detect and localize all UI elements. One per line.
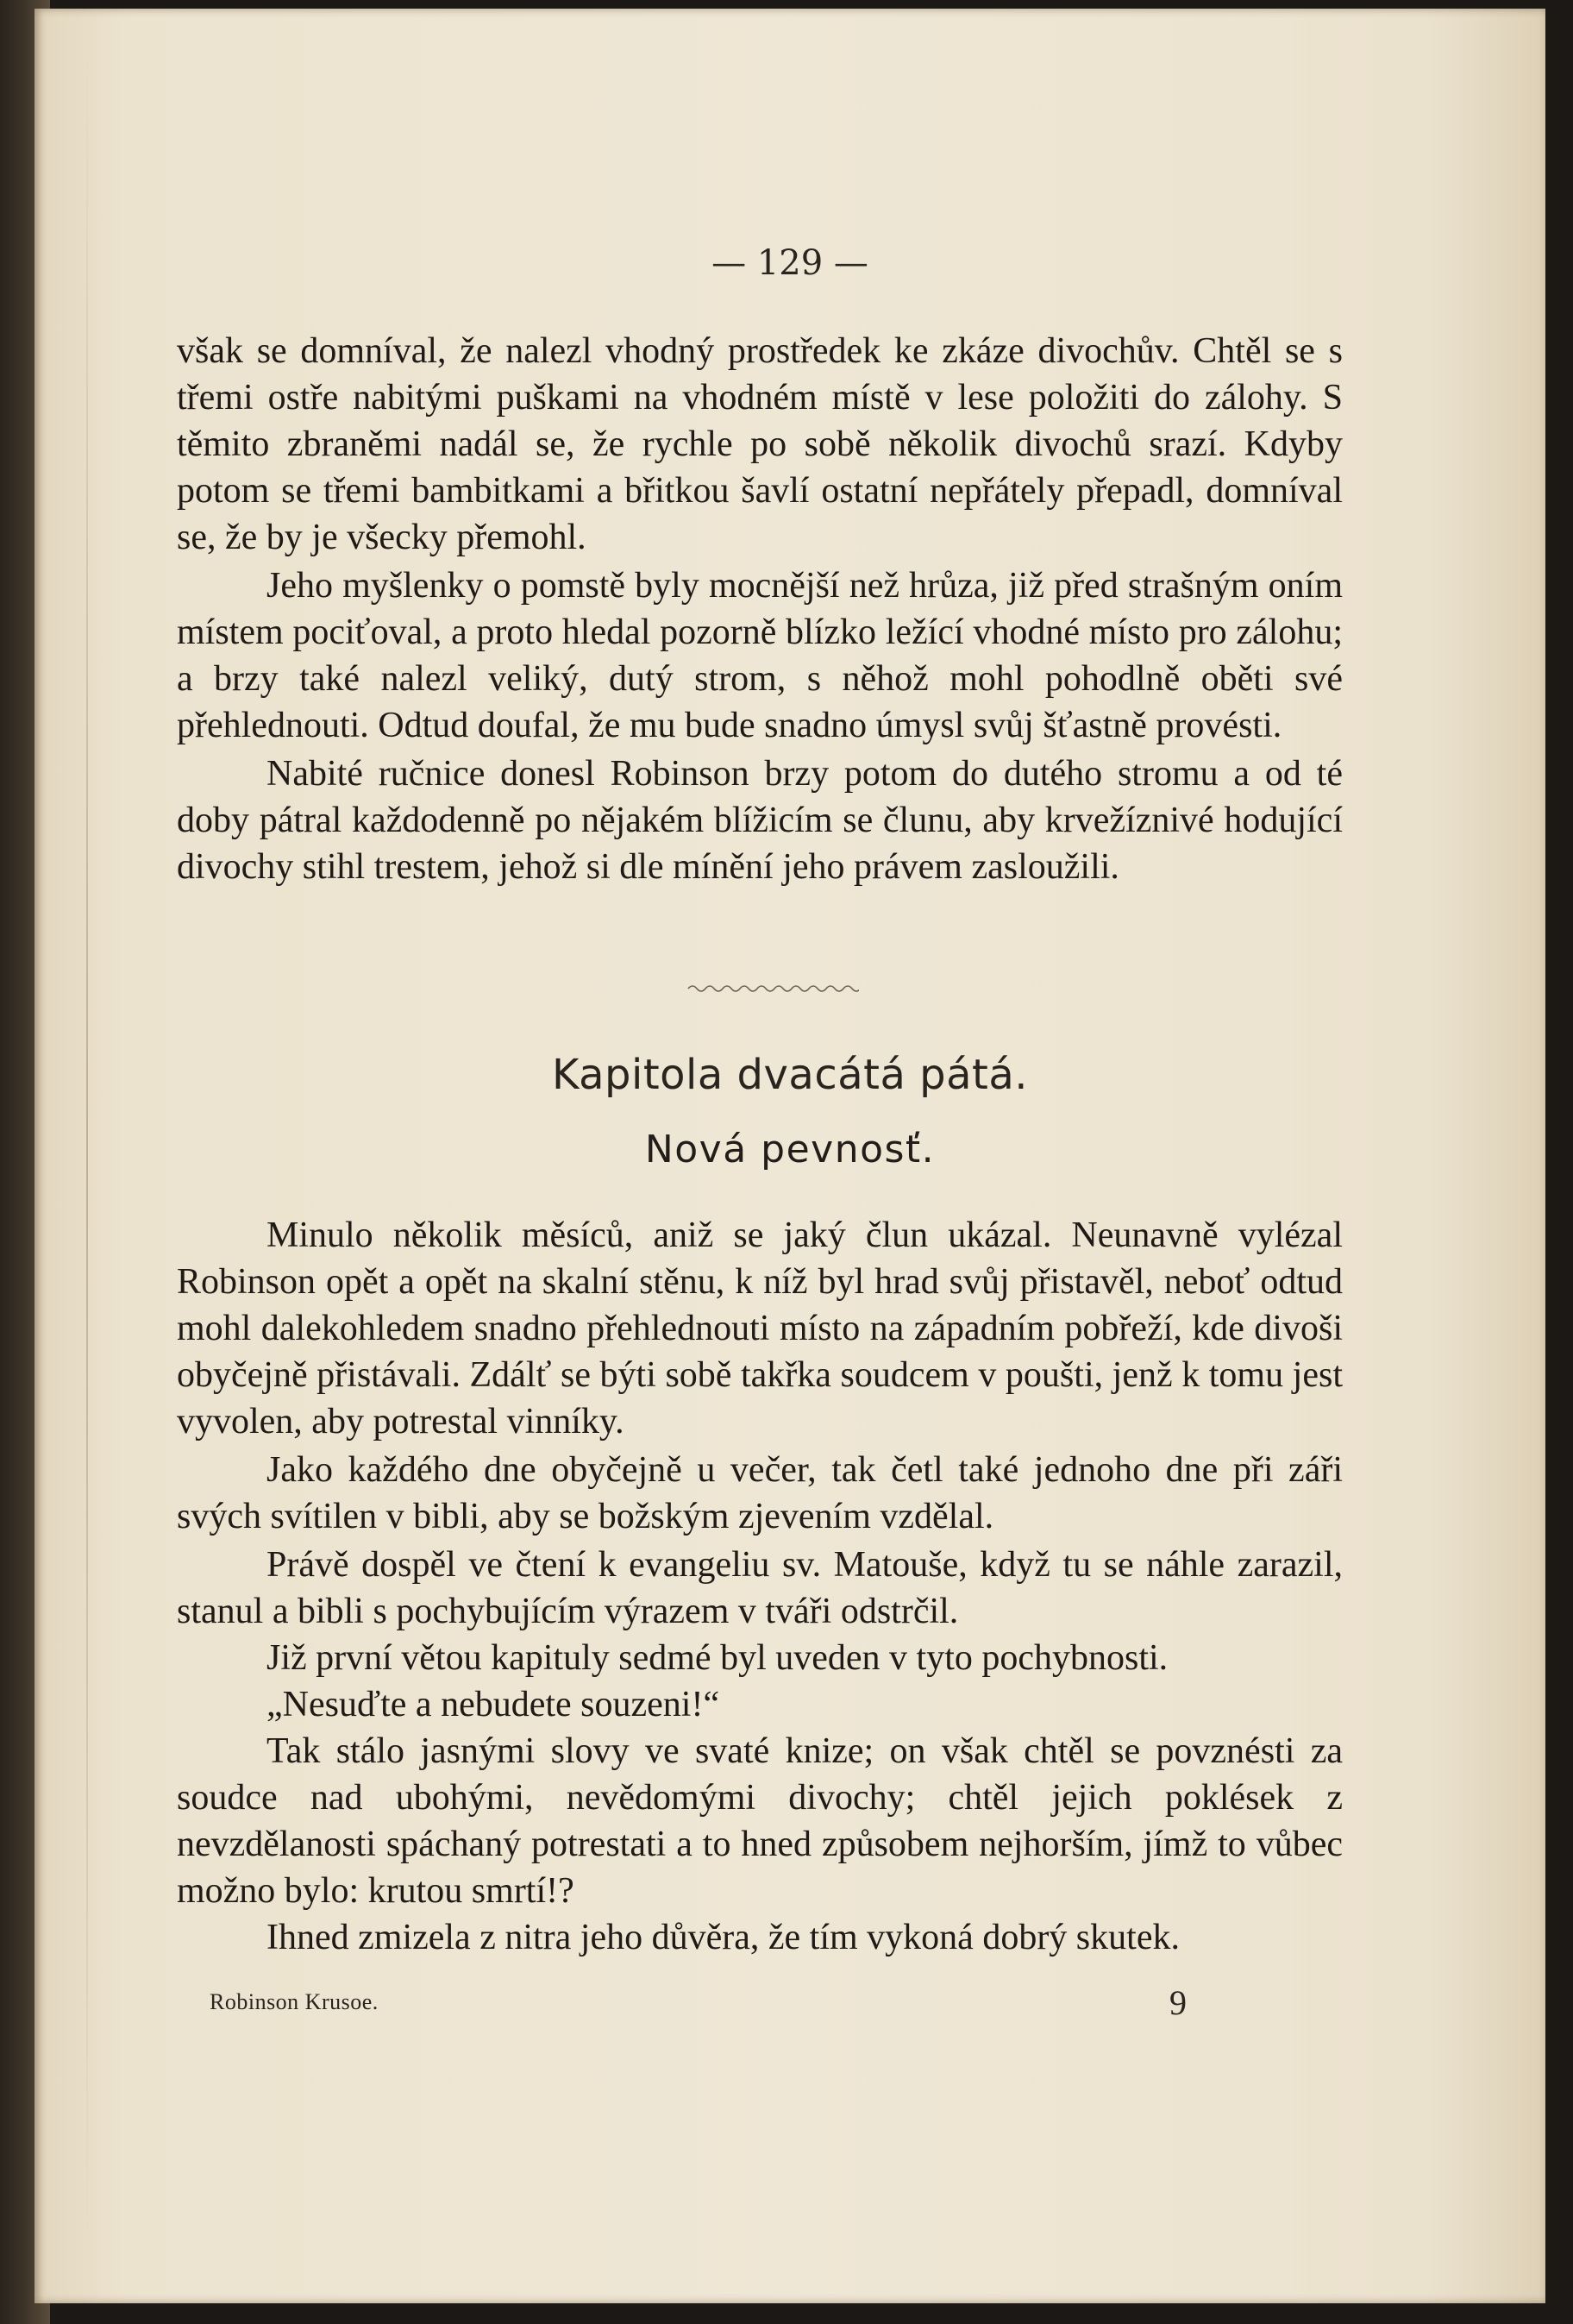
book-page — [34, 9, 1545, 2303]
paragraph: však se domníval, že nalezl vhodný prostředek ke zkáze divochův. Chtěl se s třemi ostře nabitými puškami na vhodném místě v lese položiti do zálohy. S těmito zbraněmi nadál se, že rychle po sobě několik divochů srazí. Kdyby potom se třemi bambitkami a břitkou šavlí ostatní nepřátely přepadl, domníval se, že by je všecky přemohl. — [177, 331, 1343, 557]
chapter-subtitle: Nová pevnosť. — [644, 1127, 936, 1171]
paragraph: Již první větou kapituly sedmé byl uveden v tyto pochybnosti. — [266, 1638, 1169, 1678]
paragraph: Minulo několik měsíců, aniž se jaký člun ukázal. Neunavně vylézal Robinson opět a opět na skalní stěnu, k níž byl hrad svůj přistavěl, neboť odtud mohl dalekohledem snadno přehlednouti místo na západním pobřeží, kde divoši obyčejně přistávali. Zdálť se býti sobě takřka soudcem v poušti, jenž k tomu jest vyvolen, aby potrestal vinníky. — [177, 1215, 1343, 1442]
footer-sheet-number: 9 — [1169, 1983, 1187, 2022]
paragraph: Tak stálo jasnými slovy ve svaté knize; on však chtěl se povznésti za soudce nad ubohými, nevědomými divochy; chtěl jejich poklések z nevzdělanosti spáchaný potrestati a to hned způsobem nejhorším, jímž to vůbec možno bylo: krutou smrtí!? — [177, 1731, 1343, 1911]
paragraph: „Nesuďte a nebudete souzeni!“ — [266, 1685, 720, 1724]
footer-signature: Robinson Krusoe. — [210, 1989, 379, 2014]
chapter-title: Kapitola dvacátá pátá. — [551, 1051, 1028, 1099]
text-block-top — [177, 328, 1343, 890]
text-block-bottom — [177, 1212, 1343, 1961]
paragraph: Jeho myšlenky o pomstě byly mocnější než hrůza, již před strašným oním místem pociťoval, a proto hledal pozorně blízko ležící vhodné místo pro zálohu; a brzy také nalezl veliký, dutý strom, s něhož mohl pohodlně oběti své přehlednouti. Odtud doufal, že mu bude snadno úmysl svůj šťastně provésti. — [177, 566, 1343, 745]
paragraph: Jako každého dne obyčejně u večer, tak četl také jednoho dne při záři svých svítilen v bibli, aby se božským zjevením vzdělal. — [177, 1450, 1343, 1536]
paragraph: Nabité ručnice donesl Robinson brzy potom do dutého stromu a od té doby pátral každodenně po nějakém blížicím se člunu, aby krvežíznivé hodující divochy stihl trestem, jehož si dle mínění jeho právem zasloužili. — [177, 754, 1343, 887]
page-number: — 129 — — [711, 243, 868, 283]
paragraph: Ihned zmizela z nitra jeho důvěra, že tím vykoná dobrý skutek. — [266, 1918, 1180, 1957]
paragraph: Právě dospěl ve čtení k evangeliu sv. Matouše, když tu se náhle zarazil, stanul a bibli s pochybujícím výrazem v tváři odstrčil. — [177, 1545, 1343, 1631]
section-divider-ornament — [686, 982, 859, 996]
